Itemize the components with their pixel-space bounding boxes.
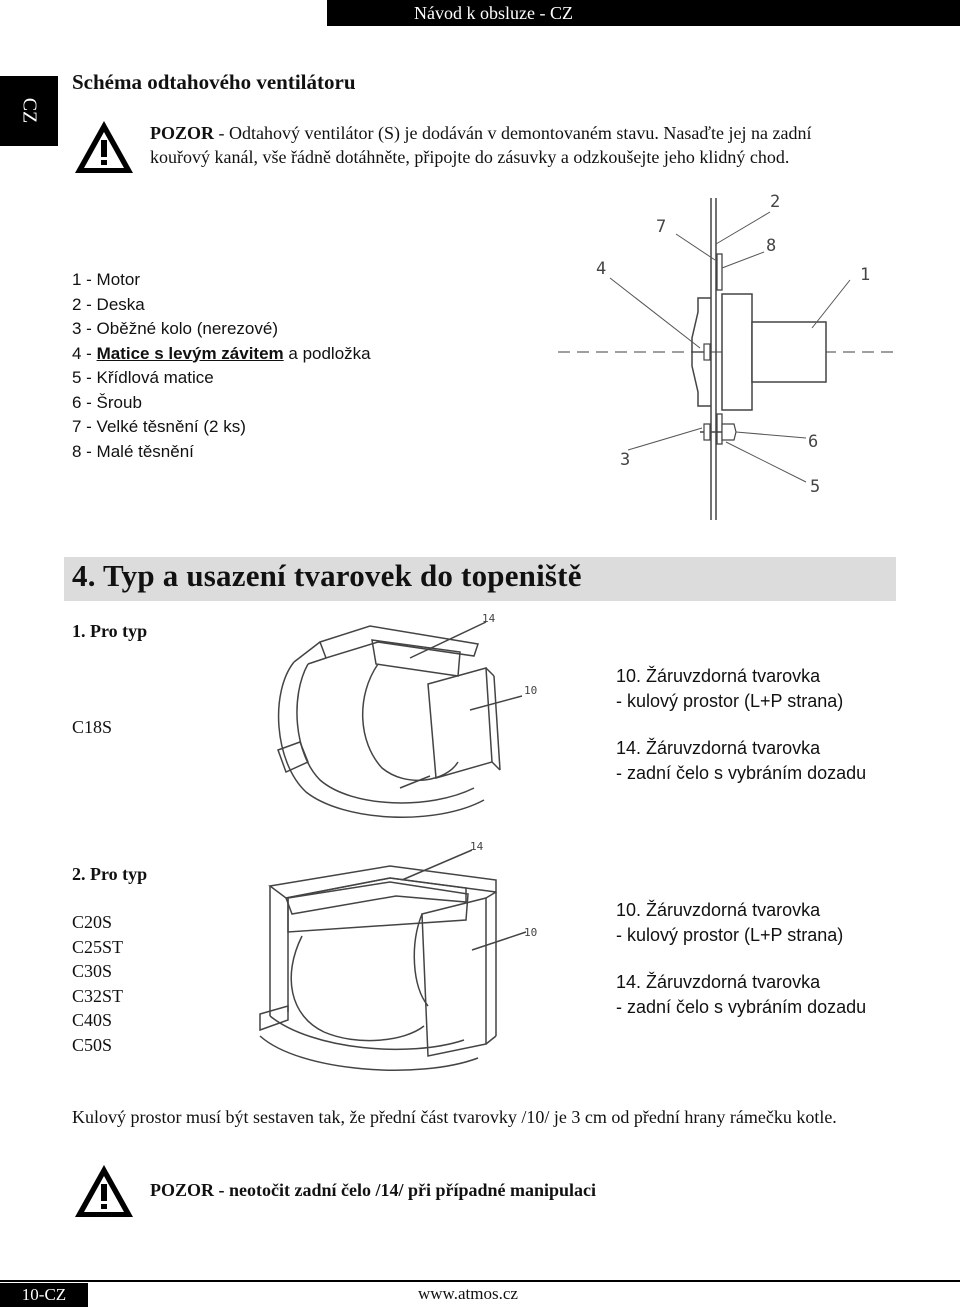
legend-item: 7 - Velké těsnění (2 ks) [72,417,246,436]
legend-item: 5 - Křídlová matice [72,368,214,387]
warning-rotate-text: POZOR - neotočit zadní čelo /14/ při případné manipulaci [150,1180,597,1200]
model-name: C25ST [72,936,124,957]
warning-triangle-icon [72,1162,136,1220]
desc-line: 14. Žáruvzdorná tvarovka [616,972,821,992]
desc-line: - kulový prostor (L+P strana) [616,690,844,711]
legend-item: 8 - Malé těsnění [72,441,194,461]
section-title: Schéma odtahového ventilátoru [72,70,356,94]
part-label-14: 14 [470,840,484,853]
legend-item: 6 - Šroub [72,392,142,412]
block2-description [616,898,866,1019]
diagram-label-6: 6 [808,432,819,452]
model-name: C20S [72,912,113,932]
warning-label: POZOR [150,123,215,143]
model-name: C50S [72,1034,113,1055]
diagram-label-8: 8 [766,236,777,256]
model-name: C18S [72,717,113,737]
assembly-note: Kulový prostor musí být sestaven tak, že přední část tvarovky /10/ je 3 cm od přední hrany rámečku kotle. [72,1107,837,1127]
model-name: C30S [72,961,113,981]
block1-models [72,715,112,740]
brick-diagram-c18s [260,612,560,830]
parts-legend [72,268,371,464]
diagram-label-7: 7 [656,217,667,237]
section-heading: 4. Typ a usazení tvarovek do topeniště [72,558,582,593]
page-number: 10-CZ [0,1283,88,1307]
model-name: C32ST [72,985,124,1006]
language-tab-label: CZ [18,97,41,124]
diagram-label-3: 3 [620,450,631,470]
block2-title: 2. Pro typ [72,864,148,884]
warning-triangle-icon [72,118,136,176]
desc-line: 14. Žáruvzdorná tvarovka [616,738,821,758]
diagram-label-2: 2 [770,192,781,212]
part-label-14: 14 [482,612,496,625]
diagram-label-4: 4 [596,259,607,279]
legend-item: 3 - Oběžné kolo (nerezové) [72,319,278,338]
model-name: C40S [72,1010,113,1030]
diagram-label-1: 1 [860,265,871,285]
website-url: www.atmos.cz [418,1284,518,1303]
footer-rule [0,1280,960,1282]
desc-line: 10. Žáruvzdorná tvarovka [616,900,821,920]
warning-line2: kouřový kanál, vše řádně dotáhněte, připojte do zásuvky a odzkoušejte jeho klidný chod. [150,147,790,167]
desc-line: - zadní čelo s vybráním dozadu [616,762,867,783]
block1-title: 1. Pro typ [72,621,148,641]
diagram-label-5: 5 [810,477,821,497]
legend-item: 2 - Deska [72,294,145,314]
legend-item-4-underlined: Matice s levým závitem [96,343,284,363]
desc-line: - kulový prostor (L+P strana) [616,924,844,945]
block2-models [72,910,123,1057]
brick-diagram-c20s [240,836,560,1092]
legend-item: 1 - Motor [72,270,141,289]
warning-line1: - Odtahový ventilátor (S) je dodáván v demontovaném stavu. Nasaďte jej na zadní [214,123,812,143]
warning-text [150,121,811,169]
header-bar [0,0,960,26]
part-label-10: 10 [524,926,538,939]
desc-line: - zadní čelo s vybráním dozadu [616,996,867,1017]
language-tab [0,76,58,146]
header-title: Návod k obsluze - CZ [414,3,573,23]
legend-item-4: 4 - Matice s levým závitem a podložka [72,343,371,363]
fan-assembly-diagram [550,188,910,524]
desc-line: 10. Žáruvzdorná tvarovka [616,666,821,686]
block1-description [616,664,866,785]
part-label-10: 10 [524,684,538,697]
